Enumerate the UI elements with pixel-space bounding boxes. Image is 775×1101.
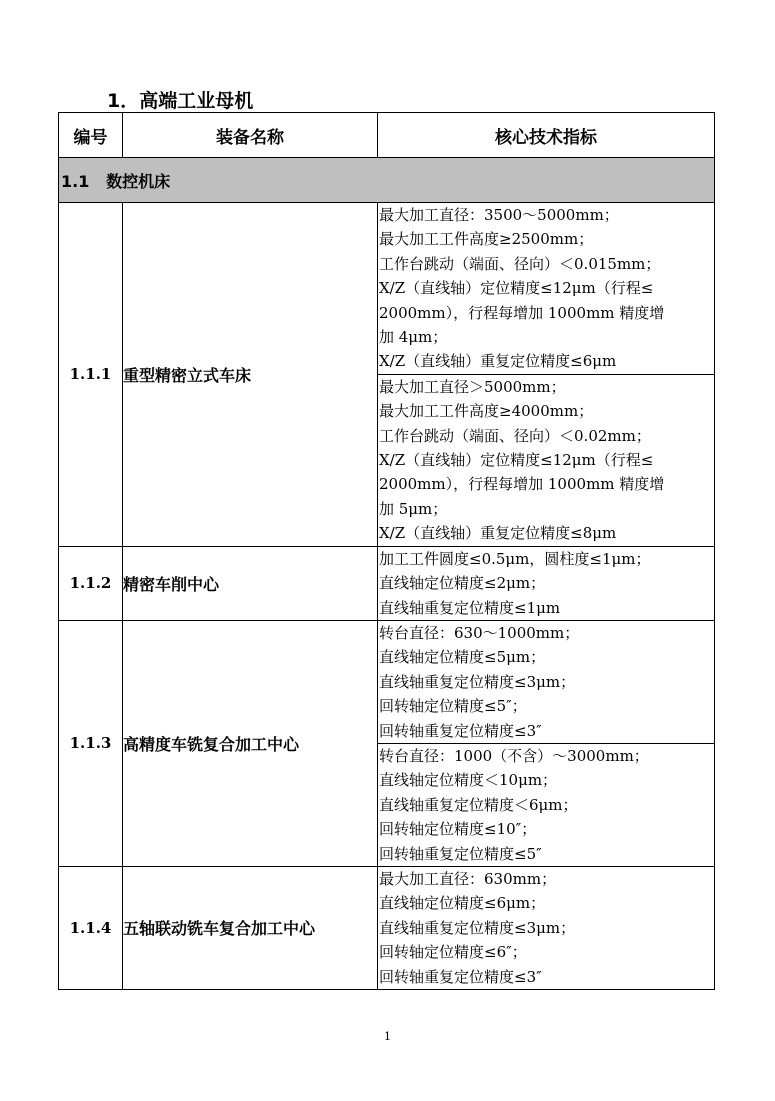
spec-line: 2000mm），行程每增加 1000mm 精度增 bbox=[379, 303, 665, 322]
spec-cell bbox=[378, 374, 715, 546]
spec-cell bbox=[378, 620, 715, 743]
row-equipment-name: 重型精密立式车床 bbox=[123, 203, 378, 547]
row-number: 1.1.1 bbox=[59, 203, 123, 547]
spec-line: 直线轴定位精度≤2μm； bbox=[379, 574, 546, 593]
page-number: 1 bbox=[384, 1030, 391, 1043]
spec-line: X/Z（直线轴）定位精度≤12μm（行程≤ bbox=[379, 451, 654, 470]
spec-cell bbox=[378, 546, 715, 620]
spec-line: 回转轴定位精度≤10″； bbox=[379, 820, 537, 839]
spec-line: X/Z（直线轴）重复定位精度≤6μm bbox=[379, 352, 617, 371]
equipment-spec-table bbox=[58, 112, 715, 990]
page-heading: 1．高端工业母机 bbox=[107, 90, 254, 112]
spec-line: 直线轴重复定位精度≤1μm bbox=[379, 598, 561, 617]
table-row bbox=[59, 203, 715, 375]
spec-line: 加工工件圆度≤0.5μm，圆柱度≤1μm； bbox=[379, 549, 651, 568]
table-row bbox=[59, 620, 715, 743]
spec-line: 最大加工直径：630mm； bbox=[379, 869, 557, 888]
section-number: 1.1 bbox=[61, 171, 90, 191]
spec-line: 最大加工工件高度≥2500mm； bbox=[379, 230, 594, 249]
spec-line: 最大加工直径：3500～5000mm； bbox=[379, 206, 619, 224]
row-number: 1.1.2 bbox=[59, 546, 123, 620]
spec-line: 直线轴重复定位精度≤3μm； bbox=[379, 918, 576, 937]
spec-line: 加 5μm； bbox=[379, 499, 448, 518]
row-equipment-name: 精密车削中心 bbox=[123, 546, 378, 620]
spec-line: 回转轴重复定位精度≤3″ bbox=[379, 721, 542, 740]
spec-cell bbox=[378, 743, 715, 866]
spec-line: 最大加工直径＞5000mm； bbox=[379, 377, 566, 396]
row-number: 1.1.4 bbox=[59, 866, 123, 989]
spec-line: 直线轴重复定位精度＜6μm； bbox=[379, 795, 578, 814]
spec-line: 加 4μm； bbox=[379, 328, 448, 347]
table-row bbox=[59, 866, 715, 989]
spec-line: 直线轴定位精度≤6μm； bbox=[379, 894, 546, 913]
spec-line: 工作台跳动（端面、径向）＜0.015mm； bbox=[379, 254, 661, 273]
spec-line: 直线轴定位精度≤5μm； bbox=[379, 648, 546, 667]
header-number: 编号 bbox=[59, 113, 123, 158]
spec-line: 回转轴重复定位精度≤3″ bbox=[379, 967, 542, 986]
header-core-indicators: 核心技术指标 bbox=[378, 113, 715, 158]
spec-line: 转台直径：630～1000mm； bbox=[379, 623, 580, 642]
row-equipment-name: 五轴联动铣车复合加工中心 bbox=[123, 866, 378, 989]
spec-line: X/Z（直线轴）定位精度≤12μm（行程≤ bbox=[379, 279, 654, 298]
spec-cell bbox=[378, 866, 715, 989]
row-number: 1.1.3 bbox=[59, 620, 123, 866]
table-header-row bbox=[59, 113, 715, 158]
spec-line: 回转轴定位精度≤6″； bbox=[379, 943, 527, 962]
spec-line: 最大加工工件高度≥4000mm； bbox=[379, 402, 594, 421]
section-row bbox=[59, 158, 715, 203]
row-equipment-name: 高精度车铣复合加工中心 bbox=[123, 620, 378, 866]
table-row bbox=[59, 546, 715, 620]
spec-line: 工作台跳动（端面、径向）＜0.02mm； bbox=[379, 426, 651, 445]
spec-line: X/Z（直线轴）重复定位精度≤8μm bbox=[379, 524, 617, 543]
spec-line: 转台直径：1000（不含）～3000mm； bbox=[379, 746, 649, 765]
spec-cell bbox=[378, 203, 715, 375]
spec-line: 直线轴重复定位精度≤3μm； bbox=[379, 672, 576, 691]
spec-line: 回转轴重复定位精度≤5″ bbox=[379, 844, 542, 863]
spec-line: 回转轴定位精度≤5″； bbox=[379, 697, 527, 716]
spec-line: 直线轴定位精度＜10μm； bbox=[379, 771, 558, 790]
section-title-cell bbox=[59, 158, 715, 203]
spec-line: 2000mm），行程每增加 1000mm 精度增 bbox=[379, 475, 665, 494]
header-equipment-name: 装备名称 bbox=[123, 113, 378, 158]
section-title: 数控机床 bbox=[106, 171, 171, 191]
